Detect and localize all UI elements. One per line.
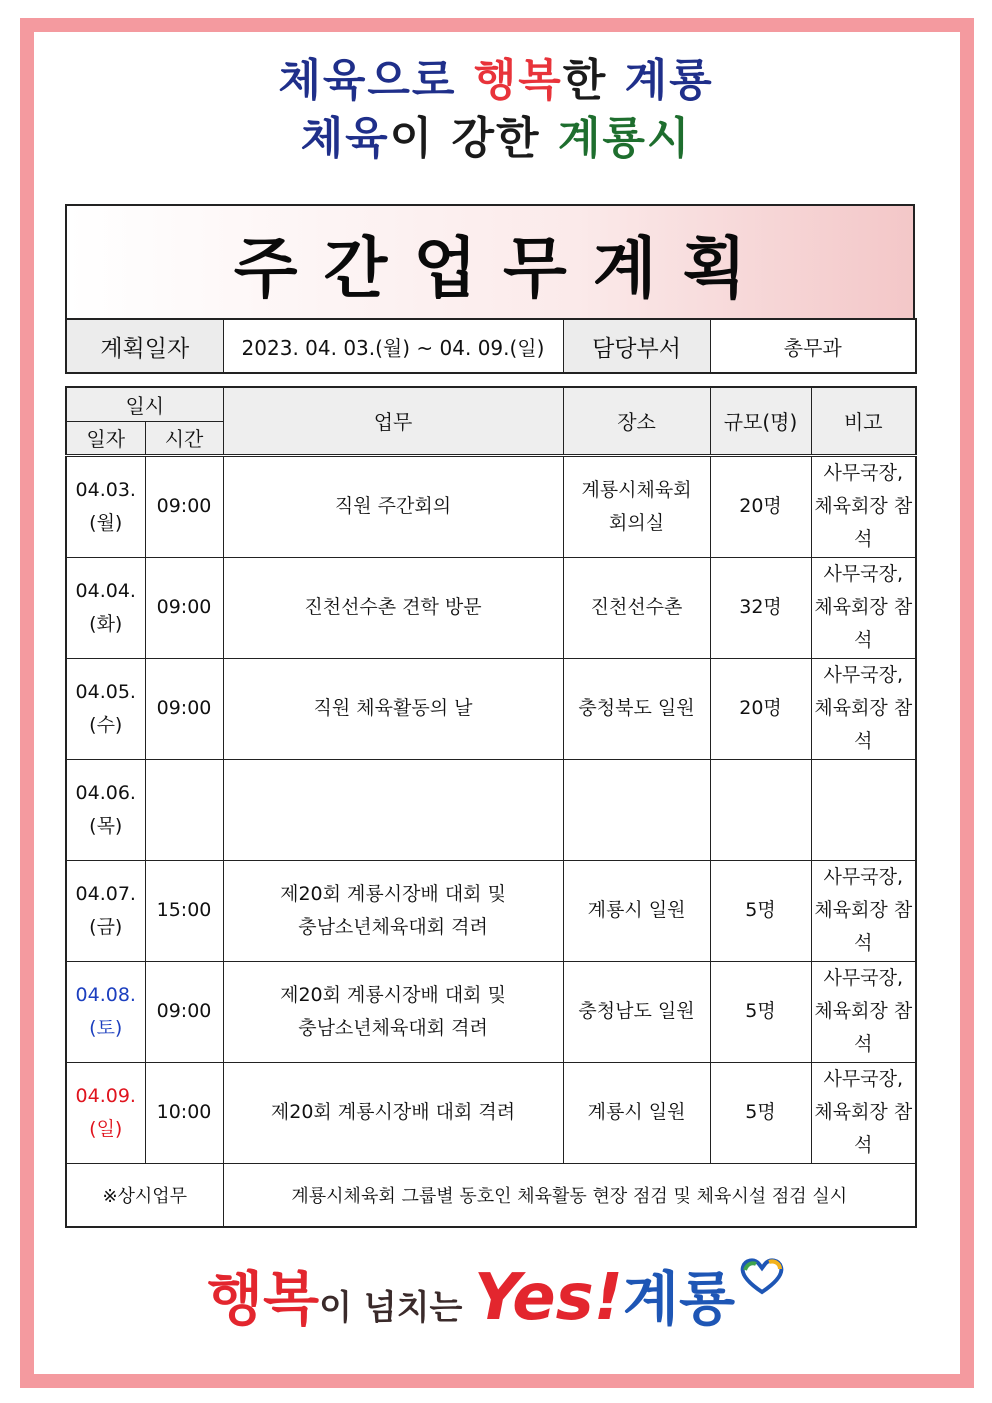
row-time: 10:00 — [145, 1062, 223, 1163]
row-task — [223, 961, 563, 1062]
bottom-slogan — [0, 1252, 992, 1336]
note-text: 체육회장 참석 — [814, 1000, 913, 1055]
row-time: 09:00 — [145, 455, 223, 557]
task-text: 충남소년체육대회 격려 — [298, 915, 488, 938]
day-text: (월) — [89, 511, 123, 534]
row-note — [811, 455, 916, 557]
header-date: 일자 — [66, 421, 145, 455]
task-text: 제20회 계룡시장배 대회 및 — [280, 882, 506, 905]
slogan-text: 행복 — [207, 1265, 320, 1333]
row-task — [223, 860, 563, 961]
date-text: 04.05. — [75, 680, 136, 703]
row-place: 계룡시 일원 — [563, 1062, 710, 1163]
header-place: 장소 — [563, 387, 710, 455]
row-task: 진천선수촌 견학 방문 — [223, 557, 563, 658]
row-scale: 20명 — [710, 455, 811, 557]
row-note — [811, 1062, 916, 1163]
date-text: 04.08. — [75, 983, 136, 1006]
row-task: 직원 주간회의 — [223, 455, 563, 557]
row-place: 충청북도 일원 — [563, 658, 710, 759]
slogan-text: 행복 — [473, 55, 563, 106]
top-slogan-line-2 — [0, 110, 992, 168]
row-note — [811, 860, 916, 961]
slogan-text: 이 강한 — [389, 113, 558, 164]
plan-info-table — [65, 318, 917, 374]
date-text: 04.06. — [75, 781, 136, 804]
row-place — [563, 455, 710, 557]
slogan-text: 이 넘치는 — [319, 1288, 475, 1328]
note-text: 사무국장, — [823, 866, 903, 888]
table-row — [66, 1062, 916, 1163]
header-datetime: 일시 — [66, 387, 223, 421]
task-text: 제20회 계룡시장배 대회 및 — [280, 983, 506, 1006]
row-date — [66, 860, 145, 961]
note-text: 체육회장 참석 — [814, 1101, 913, 1156]
row-time: 09:00 — [145, 557, 223, 658]
row-time — [145, 759, 223, 860]
date-text: 04.03. — [75, 478, 136, 501]
header-time: 시간 — [145, 421, 223, 455]
day-text: (목) — [89, 814, 123, 837]
row-task: 직원 체육활동의 날 — [223, 658, 563, 759]
row-place: 진천선수촌 — [563, 557, 710, 658]
row-date — [66, 455, 145, 557]
note-text: 사무국장, — [823, 462, 903, 484]
header-note: 비고 — [811, 387, 916, 455]
department-value: 총무과 — [710, 319, 916, 373]
note-text: 사무국장, — [823, 967, 903, 989]
page-title: 주간업무계획 — [233, 229, 773, 307]
top-slogan-line-1 — [0, 52, 992, 110]
row-date — [66, 658, 145, 759]
plan-date-value: 2023. 04. 03.(월) ~ 04. 09.(일) — [223, 319, 563, 373]
note-text: 사무국장, — [823, 1068, 903, 1090]
day-text: (수) — [89, 713, 123, 736]
row-time: 15:00 — [145, 860, 223, 961]
note-text: 체육회장 참석 — [814, 899, 913, 954]
note-text: 체육회장 참석 — [814, 697, 913, 752]
table-row — [66, 557, 916, 658]
table-row — [66, 455, 916, 557]
row-place — [563, 759, 710, 860]
plan-date-label: 계획일자 — [66, 319, 223, 373]
place-text: 회의실 — [608, 511, 665, 534]
row-note — [811, 961, 916, 1062]
note-text: 사무국장, — [823, 563, 903, 585]
routine-task-label: ※상시업무 — [66, 1163, 223, 1227]
date-text: 04.09. — [75, 1084, 136, 1107]
row-note — [811, 658, 916, 759]
day-text: (화) — [89, 612, 123, 635]
row-scale: 5명 — [710, 961, 811, 1062]
table-row — [66, 961, 916, 1062]
row-place: 계룡시 일원 — [563, 860, 710, 961]
row-time: 09:00 — [145, 961, 223, 1062]
row-time: 09:00 — [145, 658, 223, 759]
header-scale: 규모(명) — [710, 387, 811, 455]
slogan-text: 체육 — [300, 113, 390, 164]
slogan-text: 한 — [562, 55, 625, 106]
row-scale: 32명 — [710, 557, 811, 658]
row-scale: 5명 — [710, 1062, 811, 1163]
title-banner — [65, 204, 915, 320]
date-text: 04.04. — [75, 579, 136, 602]
row-date — [66, 961, 145, 1062]
note-text: 사무국장, — [823, 664, 903, 686]
top-slogan — [0, 52, 992, 168]
date-text: 04.07. — [75, 882, 136, 905]
note-text: 체육회장 참석 — [814, 495, 913, 550]
slogan-text: 체육으로 — [278, 55, 474, 106]
row-place: 충청남도 일원 — [563, 961, 710, 1062]
table-row — [66, 658, 916, 759]
task-text: 충남소년체육대회 격려 — [298, 1016, 488, 1039]
row-task — [223, 759, 563, 860]
header-task: 업무 — [223, 387, 563, 455]
row-date — [66, 557, 145, 658]
heart-icon — [739, 1256, 785, 1300]
slogan-text: 계룡 — [622, 1265, 735, 1333]
day-text: (금) — [89, 915, 123, 938]
row-scale — [710, 759, 811, 860]
department-label: 담당부서 — [563, 319, 710, 373]
row-scale: 20명 — [710, 658, 811, 759]
note-text: 체육회장 참석 — [814, 596, 913, 651]
day-text: (일) — [89, 1117, 123, 1140]
routine-task-row — [66, 1163, 916, 1227]
place-text: 계룡시체육회 — [581, 478, 692, 501]
slogan-text: Yes! — [474, 1261, 623, 1335]
schedule-table — [65, 386, 917, 1228]
table-row — [66, 759, 916, 860]
day-text: (토) — [89, 1016, 123, 1039]
slogan-text: 계룡시 — [557, 113, 692, 164]
row-note — [811, 557, 916, 658]
slogan-text: 계룡 — [624, 55, 714, 106]
row-task: 제20회 계룡시장배 대회 격려 — [223, 1062, 563, 1163]
table-row — [66, 860, 916, 961]
row-scale: 5명 — [710, 860, 811, 961]
row-date — [66, 1062, 145, 1163]
routine-task-value: 계룡시체육회 그룹별 동호인 체육활동 현장 점검 및 체육시설 점검 실시 — [223, 1163, 916, 1227]
row-date — [66, 759, 145, 860]
row-note — [811, 759, 916, 860]
